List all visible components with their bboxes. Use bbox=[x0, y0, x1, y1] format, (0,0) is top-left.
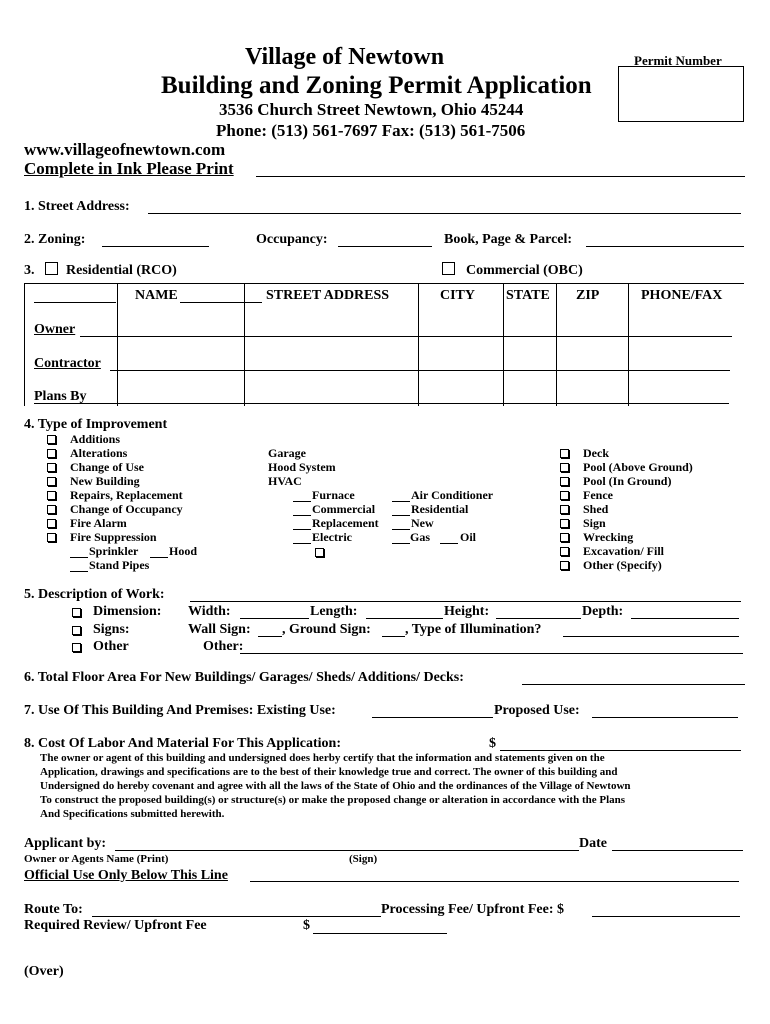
col-header-state: STATE bbox=[506, 288, 550, 303]
gas-blank[interactable] bbox=[392, 543, 410, 544]
description-field[interactable] bbox=[190, 601, 741, 602]
cost-field[interactable] bbox=[500, 750, 741, 751]
table-divider bbox=[418, 283, 419, 406]
residential-blank[interactable] bbox=[392, 515, 410, 516]
owner-print-caption: Owner or Agents Name (Print) bbox=[24, 853, 169, 865]
option-fire-alarm: Fire Alarm bbox=[70, 516, 127, 530]
checkbox-change-of-occupancy[interactable] bbox=[47, 505, 56, 514]
option-change-of-occupancy: Change of Occupancy bbox=[70, 502, 183, 516]
checkbox-other-specify[interactable] bbox=[560, 561, 569, 570]
option-residential: Residential bbox=[411, 502, 469, 516]
wall-sign-label: Wall Sign: bbox=[188, 622, 251, 637]
checkbox-additions[interactable] bbox=[47, 435, 56, 444]
col-header-name: NAME bbox=[135, 288, 178, 303]
option-hood-system: Hood System bbox=[268, 460, 336, 474]
zoning-field[interactable] bbox=[102, 246, 209, 247]
checkbox-wrecking[interactable] bbox=[560, 533, 569, 542]
checkbox-change-of-use[interactable] bbox=[47, 463, 56, 472]
residential-checkbox[interactable] bbox=[45, 262, 58, 275]
option-hvac: HVAC bbox=[268, 474, 302, 488]
option-pool-in-ground: Pool (In Ground) bbox=[583, 474, 672, 488]
sign-caption: (Sign) bbox=[349, 853, 378, 865]
proposed-use-label: Proposed Use: bbox=[494, 703, 580, 718]
option-other-specify: Other (Specify) bbox=[583, 558, 662, 572]
option-stand-pipes: Stand Pipes bbox=[89, 558, 150, 572]
wall-sign-field[interactable] bbox=[258, 636, 282, 637]
width-label: Width: bbox=[188, 604, 231, 619]
applicant-field[interactable] bbox=[115, 850, 579, 851]
table-top-border bbox=[24, 283, 744, 284]
page-title: Village of Newtown bbox=[245, 44, 445, 70]
illumination-field[interactable] bbox=[563, 636, 739, 637]
dimension-label: Dimension: bbox=[93, 604, 162, 619]
checkbox-shed[interactable] bbox=[560, 505, 569, 514]
checkbox-fence[interactable] bbox=[560, 491, 569, 500]
book-page-parcel-field[interactable] bbox=[586, 246, 744, 247]
checkbox-pool-in-ground[interactable] bbox=[560, 477, 569, 486]
checkbox-deck[interactable] bbox=[560, 449, 569, 458]
checkbox-hvac-other[interactable] bbox=[315, 548, 324, 557]
street-address-label: 1. Street Address: bbox=[24, 199, 130, 214]
option-furnace: Furnace bbox=[312, 488, 355, 502]
option-sprinkler: Sprinkler bbox=[89, 544, 139, 558]
option-sign: Sign bbox=[583, 516, 606, 530]
row-label-owner: Owner bbox=[34, 322, 76, 337]
row-label-contractor: Contractor bbox=[34, 356, 101, 371]
option-pool-above-ground: Pool (Above Ground) bbox=[583, 460, 693, 474]
certification-line: To construct the proposed building(s) or structure(s) or make the proposed change or alteration in accordance with the Plans bbox=[40, 794, 626, 806]
option-fire-suppression: Fire Suppression bbox=[70, 530, 157, 544]
checkbox-fire-alarm[interactable] bbox=[47, 519, 56, 528]
processing-fee-label: Processing Fee/ Upfront Fee: $ bbox=[381, 902, 564, 917]
checkbox-dimension[interactable] bbox=[72, 608, 81, 617]
checkbox-repairs-replacement[interactable] bbox=[47, 491, 56, 500]
other-label: Other bbox=[93, 639, 129, 654]
checkbox-pool-above-ground[interactable] bbox=[560, 463, 569, 472]
proposed-use-field[interactable] bbox=[592, 717, 738, 718]
instructions-rule bbox=[256, 176, 745, 177]
certification-line: The owner or agent of this building and undersigned does herby certify that the information and statements given on the bbox=[40, 752, 605, 764]
processing-fee-field[interactable] bbox=[592, 916, 740, 917]
air-conditioner-blank[interactable] bbox=[392, 501, 410, 502]
existing-use-label: 7. Use Of This Building And Premises: Existing Use: bbox=[24, 703, 336, 718]
option-new-building: New Building bbox=[70, 474, 140, 488]
option-oil: Oil bbox=[460, 530, 477, 544]
other-colon-label: Other: bbox=[203, 639, 244, 654]
hood-blank[interactable] bbox=[150, 557, 168, 558]
office-address: 3536 Church Street Newtown, Ohio 45244 bbox=[219, 100, 524, 119]
option-deck: Deck bbox=[583, 446, 609, 460]
option-shed: Shed bbox=[583, 502, 609, 516]
certification-line: And Specifications submitted herewith. bbox=[40, 808, 225, 820]
row-label-plans-by: Plans By bbox=[34, 389, 87, 404]
item-3-label: 3. bbox=[24, 263, 35, 278]
floor-area-label: 6. Total Floor Area For New Buildings/ Garages/ Sheds/ Additions/ Decks: bbox=[24, 670, 464, 685]
certification-line: Undersigned do hereby covenant and agree with all the laws of the State of Ohio and the ordinances of the Village of Newtown bbox=[40, 780, 631, 792]
other-field[interactable] bbox=[240, 653, 743, 654]
occupancy-field[interactable] bbox=[338, 246, 432, 247]
option-excavation-fill: Excavation/ Fill bbox=[583, 544, 664, 558]
option-hood: Hood bbox=[169, 544, 198, 558]
height-label: Height: bbox=[444, 604, 490, 619]
option-alterations: Alterations bbox=[70, 446, 128, 460]
col-header-street-address: STREET ADDRESS bbox=[266, 288, 390, 303]
signs-label: Signs: bbox=[93, 622, 130, 637]
length-label: Length: bbox=[310, 604, 358, 619]
checkbox-alterations[interactable] bbox=[47, 449, 56, 458]
route-to-label: Route To: bbox=[24, 902, 83, 917]
furnace-blank[interactable] bbox=[293, 501, 311, 502]
replacement-blank[interactable] bbox=[293, 529, 311, 530]
option-replacement: Replacement bbox=[312, 516, 379, 530]
option-air-conditioner: Air Conditioner bbox=[411, 488, 494, 502]
instructions: Complete in Ink Please Print bbox=[24, 159, 234, 178]
col-header-zip: ZIP bbox=[576, 288, 600, 303]
official-use-rule bbox=[250, 881, 739, 882]
required-review-label: Required Review/ Upfront Fee bbox=[24, 918, 207, 933]
width-field[interactable] bbox=[240, 618, 309, 619]
option-gas: Gas bbox=[410, 530, 431, 544]
occupancy-label: Occupancy: bbox=[256, 232, 328, 247]
table-header-rule bbox=[34, 302, 116, 303]
commercial-checkbox[interactable] bbox=[442, 262, 455, 275]
official-use-heading: Official Use Only Below This Line bbox=[24, 868, 228, 883]
residential-label: Residential (RCO) bbox=[66, 263, 177, 278]
plans-by-row-field[interactable] bbox=[34, 403, 729, 404]
permit-number-label: Permit Number bbox=[634, 53, 722, 68]
new-blank[interactable] bbox=[392, 529, 410, 530]
commercial-label: Commercial (OBC) bbox=[466, 263, 583, 278]
checkbox-fire-suppression[interactable] bbox=[47, 533, 56, 542]
existing-use-field[interactable] bbox=[372, 717, 493, 718]
website[interactable]: www.villageofnewtown.com bbox=[24, 140, 226, 159]
option-commercial: Commercial bbox=[312, 502, 376, 516]
table-divider bbox=[503, 283, 504, 406]
checkbox-other[interactable] bbox=[72, 643, 81, 652]
required-review-dollar: $ bbox=[303, 918, 310, 933]
improvement-heading: 4. Type of Improvement bbox=[24, 417, 168, 432]
col-header-phone-fax: PHONE/FAX bbox=[641, 288, 723, 303]
description-heading: 5. Description of Work: bbox=[24, 587, 165, 602]
option-change-of-use: Change of Use bbox=[70, 460, 144, 474]
date-label: Date bbox=[579, 836, 607, 851]
cost-label: 8. Cost Of Labor And Material For This Application: bbox=[24, 736, 341, 751]
oil-blank[interactable] bbox=[440, 543, 458, 544]
cost-dollar-sign: $ bbox=[489, 736, 496, 751]
zoning-label: 2. Zoning: bbox=[24, 232, 86, 247]
table-left-border bbox=[24, 283, 25, 406]
illumination-label: , Type of Illumination? bbox=[405, 622, 542, 637]
option-wrecking: Wrecking bbox=[583, 530, 634, 544]
checkbox-signs[interactable] bbox=[72, 626, 81, 635]
electric-blank[interactable] bbox=[293, 543, 311, 544]
commercial-blank[interactable] bbox=[293, 515, 311, 516]
col-header-city: CITY bbox=[440, 288, 476, 303]
checkbox-excavation-fill[interactable] bbox=[560, 547, 569, 556]
ground-sign-field[interactable] bbox=[382, 636, 405, 637]
contractor-row-field[interactable] bbox=[110, 370, 730, 371]
over-note: (Over) bbox=[24, 964, 64, 979]
checkbox-new-building[interactable] bbox=[47, 477, 56, 486]
checkbox-sign[interactable] bbox=[560, 519, 569, 528]
street-address-field[interactable] bbox=[148, 213, 741, 214]
option-electric: Electric bbox=[312, 530, 352, 544]
table-divider bbox=[628, 283, 629, 406]
floor-area-field[interactable] bbox=[522, 684, 745, 685]
option-new: New bbox=[411, 516, 434, 530]
required-review-field[interactable] bbox=[313, 933, 447, 934]
option-repairs-replacement: Repairs, Replacement bbox=[70, 488, 183, 502]
sprinkler-blank[interactable] bbox=[70, 557, 88, 558]
ground-sign-label: , Ground Sign: bbox=[282, 622, 371, 637]
applicant-label: Applicant by: bbox=[24, 836, 107, 851]
date-field[interactable] bbox=[612, 850, 743, 851]
option-garage: Garage bbox=[268, 446, 306, 460]
depth-field[interactable] bbox=[631, 618, 739, 619]
certification-line: Application, drawings and specifications are to the best of their knowledge true and correct. The owner of this building and bbox=[40, 766, 618, 778]
table-divider bbox=[117, 283, 118, 406]
permit-number-box[interactable] bbox=[618, 66, 744, 122]
option-additions: Additions bbox=[70, 432, 121, 446]
book-page-parcel-label: Book, Page & Parcel: bbox=[444, 232, 573, 247]
height-field[interactable] bbox=[496, 618, 581, 619]
depth-label: Depth: bbox=[582, 604, 624, 619]
table-divider bbox=[556, 283, 557, 406]
length-field[interactable] bbox=[366, 618, 443, 619]
stand-pipes-blank[interactable] bbox=[70, 571, 88, 572]
table-header-rule bbox=[180, 302, 262, 303]
form-subtitle: Building and Zoning Permit Application bbox=[161, 72, 592, 99]
option-fence: Fence bbox=[583, 488, 613, 502]
route-to-field[interactable] bbox=[92, 916, 381, 917]
owner-row-field[interactable] bbox=[80, 336, 732, 337]
office-phone-fax: Phone: (513) 561-7697 Fax: (513) 561-7506 bbox=[216, 121, 526, 140]
